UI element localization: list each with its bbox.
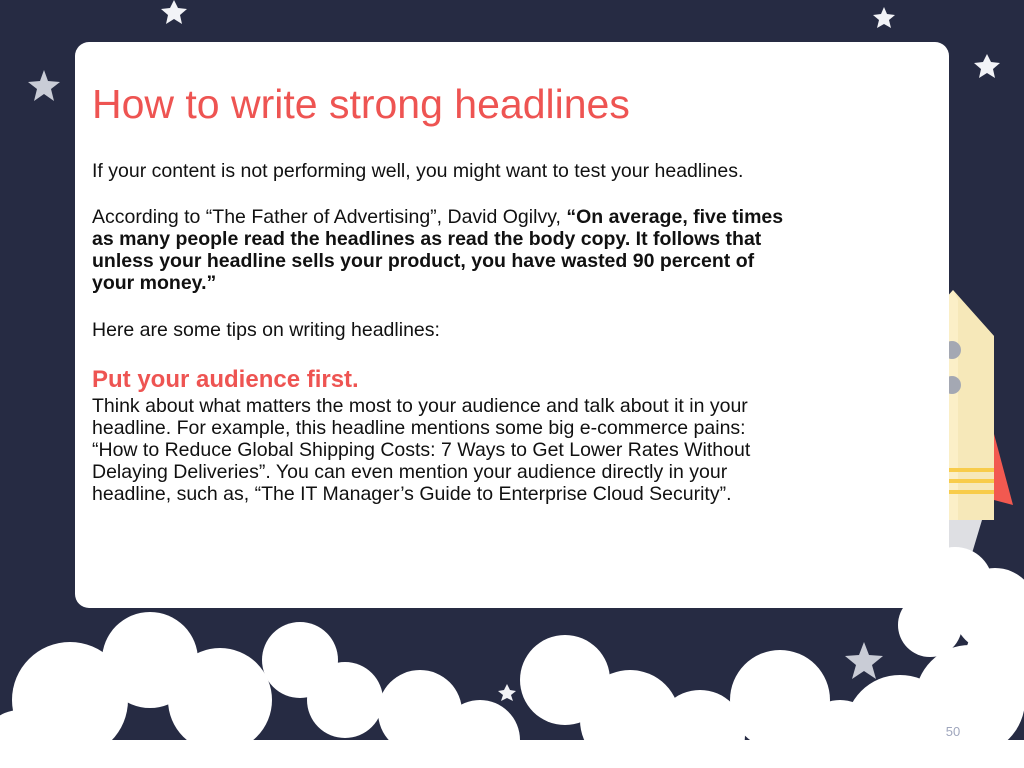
slide-title: How to write strong headlines bbox=[92, 81, 630, 127]
tip-heading: Put your audience first. bbox=[92, 366, 359, 393]
page-number: 50 bbox=[945, 724, 961, 739]
star-icon bbox=[974, 54, 1000, 78]
star-icon bbox=[498, 684, 516, 701]
ogilvy-paragraph bbox=[92, 206, 792, 294]
slide-content bbox=[92, 78, 792, 505]
star-icon bbox=[28, 70, 60, 101]
intro-paragraph: If your content is not performing well, you might want to test your headlines. bbox=[92, 160, 744, 182]
ogilvy-quote: “On average, five times as many people read the headlines as read the body copy. It follows that unless your headline sells your product, you have wasted 90 percent of your money.” bbox=[92, 206, 784, 294]
star-icon bbox=[873, 7, 895, 28]
star-icon bbox=[161, 0, 187, 24]
tips-intro: Here are some tips on writing headlines: bbox=[92, 319, 440, 341]
tip-body: Think about what matters the most to your audience and talk about it in your headline. For example, this headline mentions some big e-commerce pains: “How to Reduce Global Shipping Costs: 7 Ways to Get Lower Rates Without Delaying Deliveries”. You can even mention your audience directly in your headline, such as, “The IT Manager’s Guide to Enterprise Cloud Security”. bbox=[92, 395, 751, 505]
star-icon bbox=[845, 642, 883, 679]
ogilvy-lead: According to “The Father of Advertising”, David Ogilvy, bbox=[92, 206, 567, 228]
